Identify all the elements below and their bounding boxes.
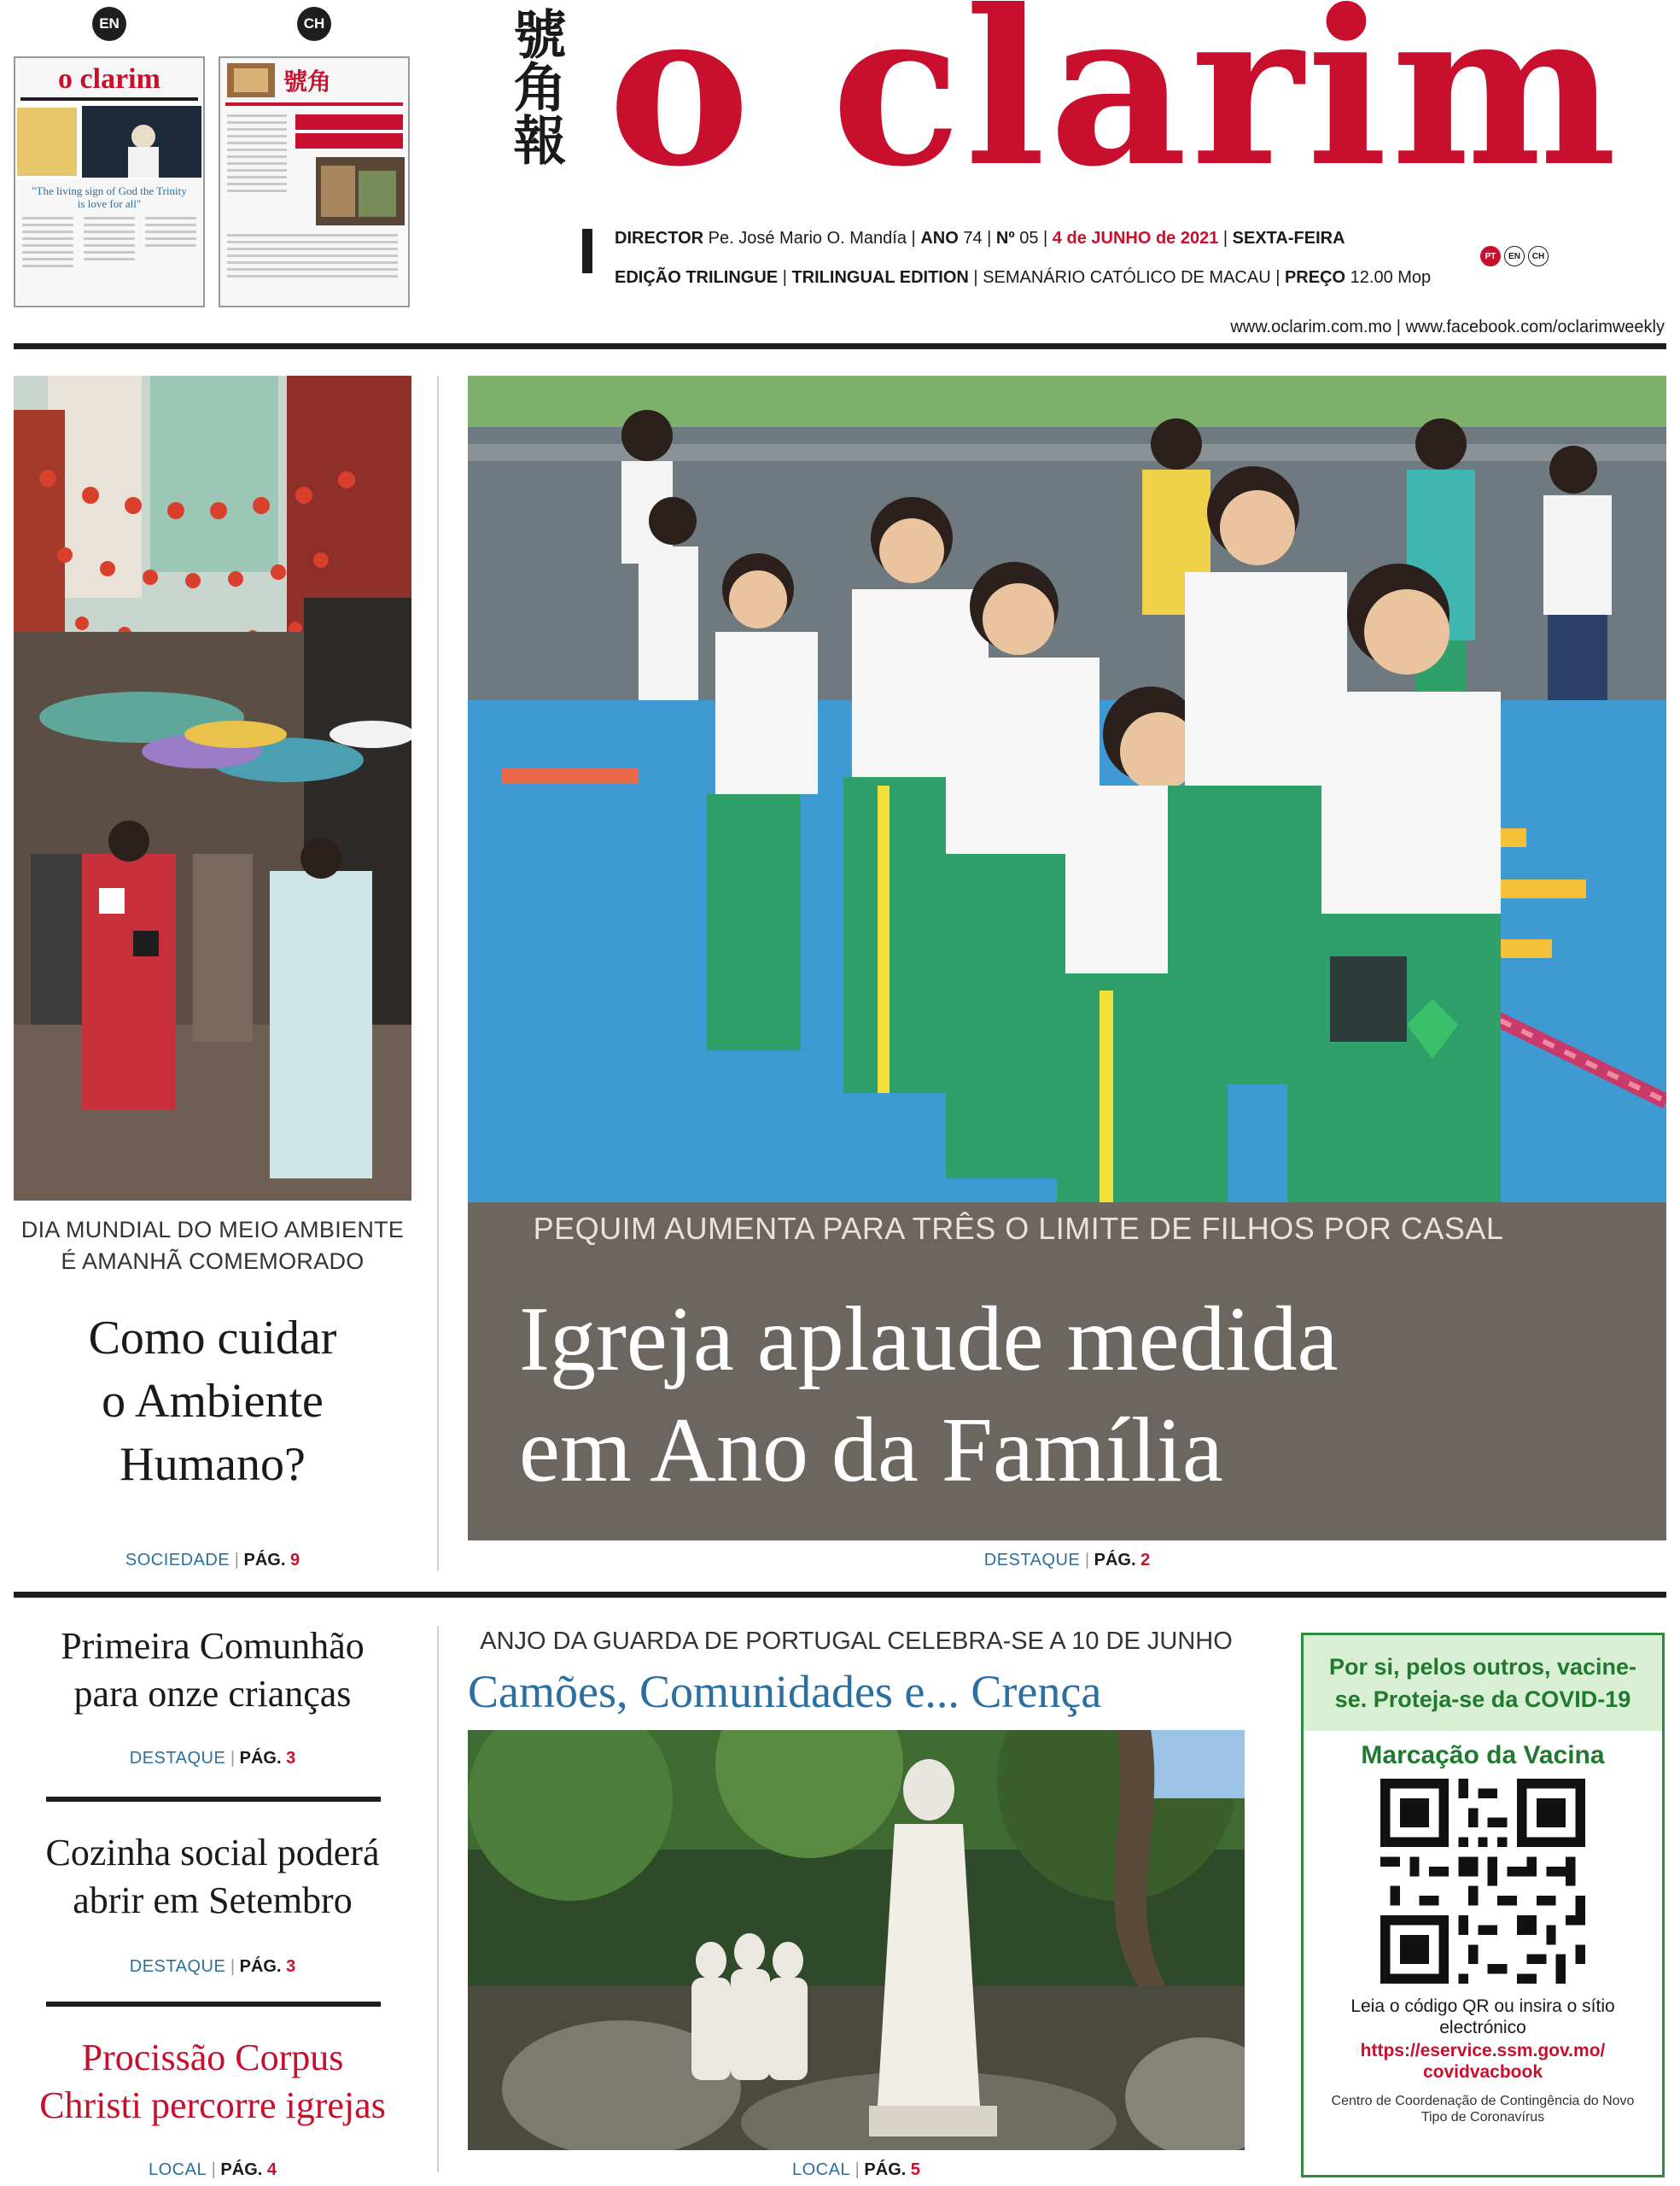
edition-pt: EDIÇÃO TRILINGUE bbox=[615, 268, 779, 287]
ch-thumb-logo: 號角 bbox=[283, 67, 332, 96]
brief-3-line-2: Christi percorre igrejas bbox=[39, 2084, 386, 2126]
main-story-kicker: PEQUIM AUMENTA PARA TRÊS O LIMITE DE FILHOS POR CASAL bbox=[533, 1211, 1504, 1246]
brief-first-communion[interactable] bbox=[14, 1622, 411, 1718]
masthead-info-line-1: DIRECTOR Pe. José Mario O. Mandía | ANO 74 | Nº 05 | 4 de JUNHO de 2021 | SEXTA-FEIRA bbox=[615, 229, 1345, 248]
brief-2-section-ref[interactable]: DESTAQUE | PÁG. 3 bbox=[129, 1957, 296, 1976]
children-tug-of-war-photo bbox=[468, 376, 1666, 1202]
center-section-name: LOCAL bbox=[791, 2160, 851, 2179]
brief-3-page-label: PÁG. bbox=[220, 2160, 263, 2179]
left-kicker-line-2: É AMANHÃ COMEMORADO bbox=[61, 1248, 365, 1274]
brief-3-section-ref[interactable]: LOCAL | PÁG. 4 bbox=[148, 2160, 277, 2179]
ch-thumb-photo-small bbox=[227, 63, 275, 97]
ch-edition-badge[interactable]: CH bbox=[297, 7, 331, 41]
brief-social-kitchen[interactable] bbox=[14, 1829, 411, 1925]
website-link[interactable]: www.oclarim.com.mo bbox=[1230, 318, 1392, 336]
brief-1-line-2: para onze crianças bbox=[73, 1673, 352, 1715]
macau-street-umbrellas-photo bbox=[14, 376, 411, 1201]
mid-page-rule bbox=[14, 1592, 1666, 1598]
covid-url-line-1: https://eservice.ssm.gov.mo/ bbox=[1360, 2041, 1606, 2060]
ch-edition-thumbnail[interactable] bbox=[219, 56, 410, 307]
main-section-name: DESTAQUE bbox=[983, 1551, 1081, 1569]
en-edition-thumbnail[interactable] bbox=[14, 56, 205, 307]
brief-divider-2 bbox=[46, 2002, 381, 2007]
brief-divider-1 bbox=[46, 1797, 381, 1802]
en-thumb-quote: "The living sign of God the Trinity is love for all" bbox=[32, 184, 187, 210]
brief-corpus-christi[interactable] bbox=[7, 2034, 418, 2130]
chinese-masthead-title: 號角報 bbox=[505, 7, 567, 166]
web-links: www.oclarim.com.mo | www.facebook.com/oclarimweekly bbox=[1230, 318, 1665, 336]
left-story-kicker bbox=[14, 1214, 411, 1277]
main-headline-line-2: em Ano da Família bbox=[519, 1400, 1223, 1501]
ch-thumb-content bbox=[220, 106, 408, 302]
issue-weekday: SEXTA-FEIRA bbox=[1232, 229, 1345, 248]
en-thumb-logo: o clarim bbox=[58, 63, 160, 95]
brief-2-line-1: Cozinha social poderá bbox=[45, 1832, 380, 1873]
left-page-label: PÁG. bbox=[243, 1551, 286, 1569]
brief-3-line-1: Procissão Corpus bbox=[81, 2037, 344, 2078]
center-page-label: PÁG. bbox=[864, 2160, 907, 2179]
left-kicker-line-1: DIA MUNDIAL DO MEIO AMBIENTE bbox=[20, 1217, 405, 1242]
lang-ch-pill[interactable]: CH bbox=[1528, 246, 1549, 266]
lang-pt-pill[interactable]: PT bbox=[1480, 246, 1501, 266]
brief-1-page-number: 3 bbox=[286, 1749, 296, 1768]
qr-code-icon[interactable] bbox=[1380, 1779, 1585, 1984]
brief-2-section-name: DESTAQUE bbox=[129, 1957, 226, 1976]
masthead-rule bbox=[14, 343, 1666, 349]
brief-2-page-label: PÁG. bbox=[239, 1957, 282, 1976]
left-headline-line-1: Como cuidar bbox=[88, 1312, 337, 1365]
left-headline-line-2: o Ambiente bbox=[102, 1375, 324, 1428]
center-story-section-ref[interactable]: LOCAL | PÁG. 5 bbox=[791, 2160, 920, 2179]
main-headline-line-1: Igreja aplaude medida bbox=[519, 1289, 1339, 1390]
main-story-headline bbox=[519, 1284, 1339, 1506]
left-story-section-ref[interactable]: SOCIEDADE | PÁG. 9 bbox=[125, 1551, 300, 1569]
en-edition-badge[interactable]: EN bbox=[92, 7, 126, 41]
covid-instruction: Leia o código QR ou insira o sítio electrónico bbox=[1350, 1996, 1615, 2037]
main-page-label: PÁG. bbox=[1094, 1551, 1136, 1569]
brief-3-section-name: LOCAL bbox=[148, 2160, 207, 2179]
price-value: 12.00 Mop bbox=[1350, 268, 1432, 287]
numero-value: 05 bbox=[1019, 229, 1039, 248]
brief-2-line-2: abrir em Setembro bbox=[73, 1879, 353, 1921]
brief-1-page-label: PÁG. bbox=[239, 1749, 282, 1768]
center-story-headline[interactable]: Camões, Comunidades e... Crença bbox=[468, 1666, 1102, 1717]
covid-slogan: Por si, pelos outros, vacine-se. Proteja-se da COVID-19 bbox=[1304, 1635, 1662, 1731]
paper-subtitle: SEMANÁRIO CATÓLICO DE MACAU bbox=[983, 268, 1271, 287]
left-page-number: 9 bbox=[289, 1551, 300, 1569]
director-label: DIRECTOR bbox=[615, 229, 704, 248]
brief-2-page-number: 3 bbox=[286, 1957, 296, 1976]
main-story-section-ref[interactable]: DESTAQUE | PÁG. 2 bbox=[983, 1551, 1151, 1569]
masthead-marker bbox=[582, 229, 592, 273]
brief-3-page-number: 4 bbox=[266, 2160, 277, 2179]
covid-vaccine-ad[interactable] bbox=[1301, 1633, 1665, 2177]
column-divider-2 bbox=[437, 1626, 439, 2172]
en-thumb-text-columns bbox=[15, 213, 203, 299]
lang-en-pill[interactable]: EN bbox=[1504, 246, 1525, 266]
column-divider-1 bbox=[437, 376, 439, 1571]
brief-1-section-ref[interactable]: DESTAQUE | PÁG. 3 bbox=[129, 1749, 296, 1768]
masthead-info-line-2: EDIÇÃO TRILINGUE | TRILINGUAL EDITION | SEMANÁRIO CATÓLICO DE MACAU | PREÇO 12.00 Mop bbox=[615, 268, 1432, 287]
fatima-statues-photo bbox=[468, 1730, 1245, 2150]
center-story-kicker: ANJO DA GUARDA DE PORTUGAL CELEBRA-SE A 10 DE JUNHO bbox=[480, 1628, 1233, 1655]
brief-1-section-name: DESTAQUE bbox=[129, 1749, 226, 1768]
issue-date: 4 de JUNHO de 2021 bbox=[1052, 229, 1219, 248]
edition-en: TRILINGUAL EDITION bbox=[791, 268, 969, 287]
left-headline-line-3: Humano? bbox=[120, 1438, 306, 1491]
facebook-link[interactable]: www.facebook.com/oclarimweekly bbox=[1405, 318, 1665, 336]
covid-footer: Centro de Coordenação de Contingência do Novo Tipo de Coronavírus bbox=[1331, 2094, 1635, 2125]
ano-value: 74 bbox=[963, 229, 983, 248]
main-story-caption-box[interactable] bbox=[468, 1202, 1666, 1540]
covid-title: Marcação da Vacina bbox=[1361, 1741, 1605, 1769]
covid-url[interactable] bbox=[1304, 2040, 1662, 2083]
brief-1-line-1: Primeira Comunhão bbox=[61, 1625, 365, 1667]
numero-label: Nº bbox=[995, 229, 1015, 248]
main-page-number: 2 bbox=[1140, 1551, 1151, 1569]
en-thumb-photo bbox=[15, 102, 203, 179]
language-selector bbox=[1477, 246, 1549, 266]
center-page-number: 5 bbox=[910, 2160, 920, 2179]
oclarim-logo[interactable]: o clarim bbox=[608, 0, 1621, 213]
director-name: Pe. José Mario O. Mandía bbox=[708, 229, 907, 248]
ano-label: ANO bbox=[920, 229, 959, 248]
price-label: PREÇO bbox=[1284, 268, 1346, 287]
left-story-headline[interactable] bbox=[14, 1306, 411, 1496]
left-section-name: SOCIEDADE bbox=[125, 1551, 230, 1569]
covid-url-line-2: covidvacbook bbox=[1422, 2062, 1543, 2082]
